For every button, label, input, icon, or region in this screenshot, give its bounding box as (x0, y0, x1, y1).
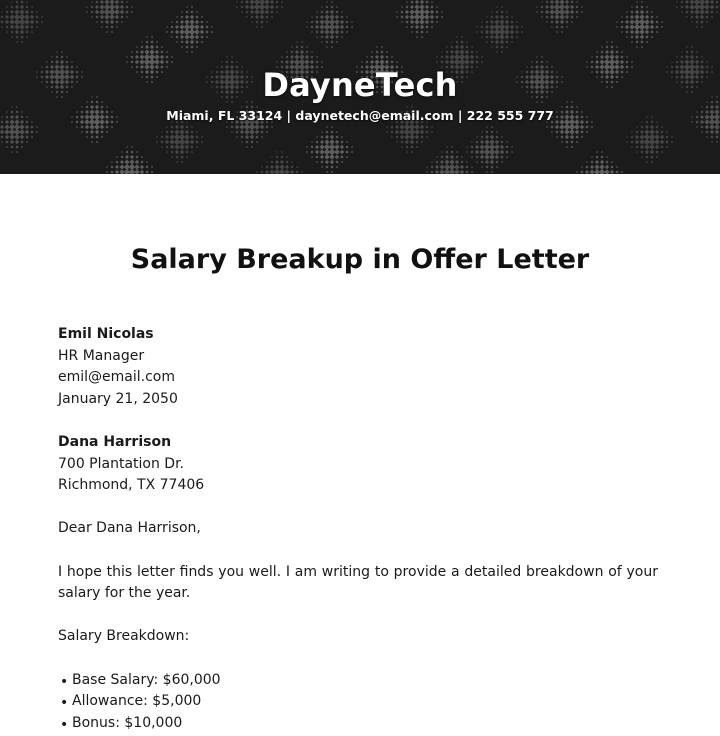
salutation: Dear Dana Harrison, (58, 518, 658, 540)
pattern-diamond (536, 0, 583, 33)
pattern-diamond (576, 151, 623, 174)
salary-item-allowance: • Allowance: $5,000 (58, 691, 658, 713)
letterhead-banner (0, 0, 720, 174)
pattern-diamond (616, 1, 663, 48)
pattern-diamond (106, 146, 153, 174)
intro-paragraph: I hope this letter finds you well. I am writing to provide a detailed breakdown of your salary for the year. (58, 562, 658, 605)
pattern-diamond (306, 126, 353, 173)
pattern-diamond (426, 146, 473, 174)
pattern-diamond (476, 6, 523, 53)
salary-item-bonus: • Bonus: $10,000 (58, 713, 658, 735)
pattern-diamond (396, 0, 443, 38)
document-title: Salary Breakup in Offer Letter (0, 240, 720, 280)
recipient-address-line2: Richmond, TX 77406 (58, 475, 658, 497)
recipient-address-line1: 700 Plantation Dr. (58, 454, 658, 476)
breakdown-heading: Salary Breakdown: (58, 626, 658, 648)
pattern-diamond (86, 0, 133, 33)
recipient-name: Dana Harrison (58, 432, 658, 454)
sender-name: Emil Nicolas (58, 324, 658, 346)
company-contact-line: Miami, FL 33124 | daynetech@email.com | 222 555 777 (0, 107, 720, 125)
pattern-diamond (236, 0, 283, 28)
sender-email[interactable]: emil@email.com (58, 367, 658, 389)
letter-body (58, 324, 658, 734)
salary-breakdown-list (58, 670, 658, 735)
company-name: DayneTech (0, 64, 720, 106)
pattern-diamond (306, 1, 353, 48)
pattern-diamond (676, 0, 720, 28)
salary-item-base: • Base Salary: $60,000 (58, 670, 658, 692)
letter-date: January 21, 2050 (58, 389, 658, 411)
pattern-diamond (466, 126, 513, 173)
pattern-diamond (166, 6, 213, 53)
pattern-diamond (0, 0, 43, 43)
pattern-diamond (256, 151, 303, 174)
sender-role: HR Manager (58, 346, 658, 368)
